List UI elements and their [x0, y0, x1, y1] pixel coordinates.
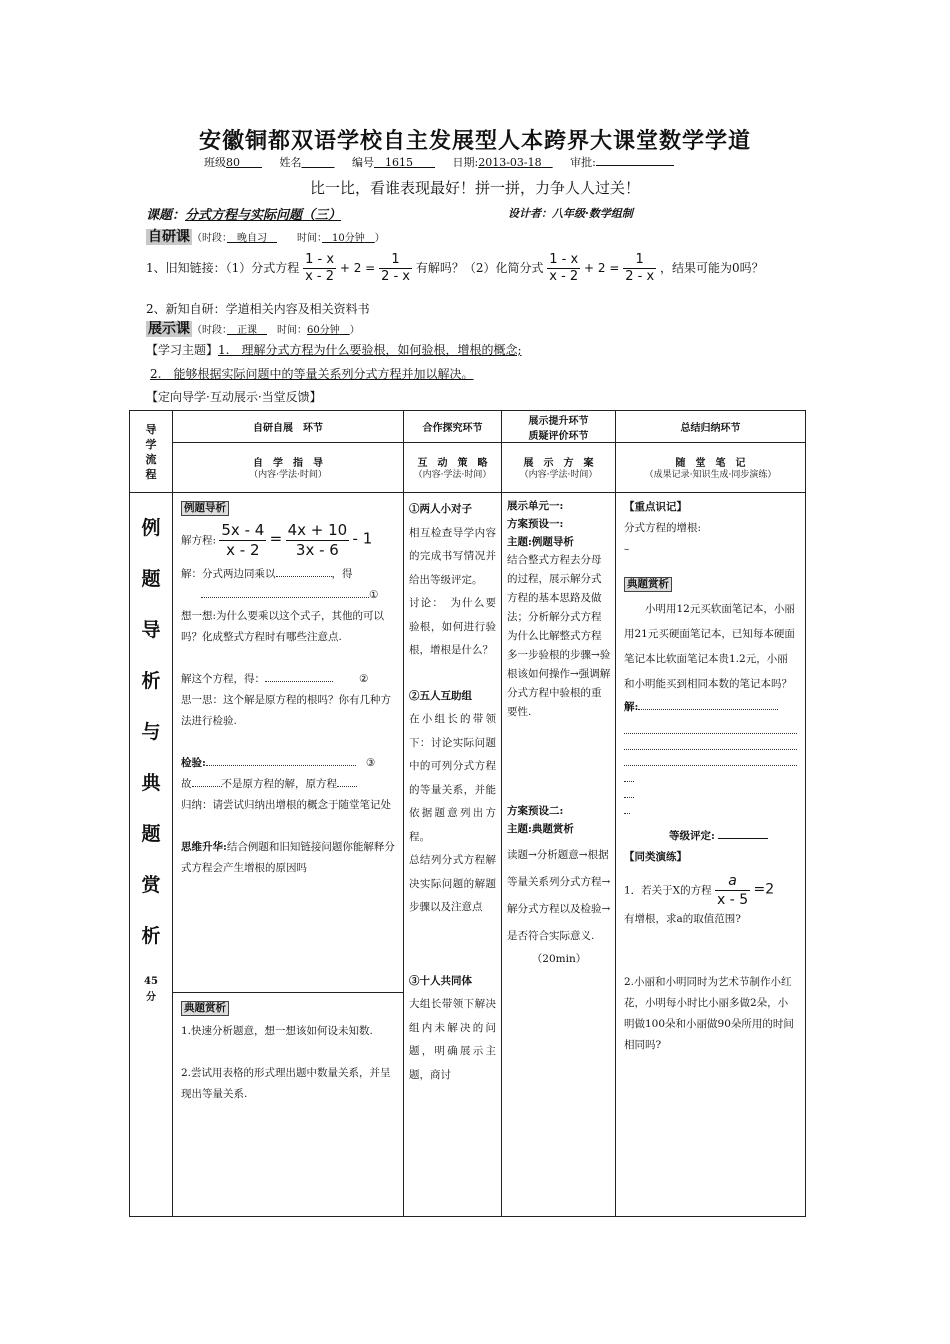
- flow-char: 析: [141, 670, 161, 692]
- class-label: 班级: [204, 156, 226, 169]
- col1-header: 导学流程: [130, 411, 173, 493]
- display-plan-column: [502, 493, 616, 1217]
- class-value: 80: [226, 156, 240, 169]
- plan-1-body: 结合整式方程去分母的过程，展示解分式方程的基本思路及做法；分析解分式方程为什么比解整式方程多一步验根的步骤→验根该如何操作→强调解分式方程中验根的重要性.: [507, 554, 611, 718]
- col4-subheader: 展 示 方 案 （内容·学法·时间）: [502, 443, 616, 493]
- plan-1-topic: 主题:例题导析: [507, 536, 574, 548]
- date-label: 日期:: [452, 156, 479, 169]
- key-points-dash: –: [624, 543, 630, 555]
- answer-line-4: [624, 768, 634, 782]
- interaction-column: [404, 493, 502, 1217]
- typical-problem: 小明用12元买软面笔记本，小丽用21元买硬面笔记本，已知每本硬面笔记本比软面笔记本贵1.2元，小丽和小明能买到相同本数的笔记本吗？: [624, 603, 795, 690]
- page-title: 安徽铜都双语学校自主发展型人本跨界大课堂数学学道: [198, 128, 751, 154]
- approve-label: 审批:: [570, 156, 596, 169]
- topic: 课题：分式方程与实际问题（三）: [146, 208, 342, 223]
- flow-char: 题: [141, 568, 161, 590]
- solve-label: 解:: [624, 697, 797, 718]
- self-study-heading: [146, 226, 385, 246]
- check: 检验: ③: [181, 757, 376, 769]
- self-study-title: 自研课: [148, 229, 190, 245]
- practice-2: 2.小丽和小明同时为艺术节制作小红花，小明每小时比小丽多做2朵，小明做100朵和小丽做90朵所用的时间相同吗?: [624, 976, 794, 1051]
- group-2-body-2: 总结列分式方程解决实际问题的解题步骤以及注意点: [409, 854, 496, 913]
- step-2: 解这个方程，得： ②: [181, 673, 369, 685]
- tip-2: 2.尝试用表格的形式理出题中数量关系，并呈现出等量关系.: [181, 1067, 391, 1100]
- self-study-note: （时段： 晚自习 时间： 10分钟 ）: [192, 233, 385, 244]
- col2-subheader: 自 学 指 导 （内容·学法·时间）: [173, 443, 404, 493]
- id-label: 编号: [352, 156, 374, 169]
- conclusion: 故 不是原方程的解，原方程: [181, 774, 395, 795]
- approve-blank: [596, 155, 674, 166]
- flow-char: 与: [141, 721, 161, 743]
- flow-char: 题: [141, 823, 161, 845]
- col5-subheader: 随 堂 笔 记 （成果记录·知识生成·同步演练）: [616, 443, 806, 493]
- typical-label-notes: 典题赏析: [624, 577, 672, 592]
- info-line: [204, 154, 674, 170]
- group-3-title: ③十人共同体: [409, 974, 472, 987]
- plan-2: 方案预设二:: [507, 805, 564, 817]
- designer: 设计者：八年级·数学组制: [508, 207, 633, 220]
- step-1: 解：分式两边同乘以 ，得: [181, 568, 353, 580]
- flow-char: 例: [141, 517, 161, 539]
- tip-1: 1.快速分析题意，想一想该如何设未知数.: [181, 1025, 373, 1037]
- plan-1: 方案预设一:: [507, 518, 564, 530]
- key-points-label: 【重点识记】: [624, 501, 687, 513]
- flow-column: [130, 493, 173, 1217]
- date-value: 2013-03-18: [478, 156, 542, 169]
- step-1-blank: ①: [181, 585, 395, 606]
- question-2: 2、新知自研：学道相关内容及相关资料书: [146, 302, 370, 316]
- group-1-discussion: 讨论： 为什么要验根，如何进行验根，增根是什么？: [409, 597, 496, 656]
- practice-1-suffix: 有增根，求a的取值范围?: [624, 913, 741, 925]
- think-2: 思一思：这个解是原方程的根吗？你有几种方法进行检验.: [181, 694, 391, 727]
- answer-line-5: [624, 784, 634, 798]
- col2-header: 自研自展 环节: [173, 411, 404, 443]
- slogan: 比一比，看谁表现最好！拼一拼，力争人人过关！: [309, 179, 640, 197]
- id-value: 1615: [385, 156, 413, 169]
- answer-line-2: [624, 736, 797, 750]
- question-1: 1、旧知链接：（1）分式方程 $\frac{1 - x}{x - 2}$ + 2 = $\frac{1}{2 - x}$ 有解吗？（2）化简分式 $\frac{1 - x}{x - 2}$ + 2 = $\frac{1}{2 - x}$ ，结果可能为0吗？: [146, 252, 764, 284]
- group-2-body: 在小组长的带领下：讨论实际问题中的可列分式方程的等量关系，并能依据题意列出方程。: [409, 713, 496, 843]
- guide-label: 【定向导学·互动展示·当堂反馈】: [146, 390, 322, 404]
- display-unit: 展示单元一:: [507, 500, 564, 512]
- learning-theme-2: 2. 能够根据实际问题中的等量关系列分式方程并加以解决。: [150, 367, 474, 381]
- flow-char: 导: [141, 619, 161, 641]
- plan-2-topic: 主题:典题赏析: [507, 823, 574, 835]
- col3-header: 合作探究环节: [404, 411, 502, 443]
- induce: 归纳：请尝试归纳出增根的概念于随堂笔记处: [181, 799, 391, 811]
- think-1: 想一想:为什么要乘以这个式子，其他的可以吗？化成整式方程时有哪些注意点.: [181, 610, 385, 643]
- typical-label: 典题赏析: [181, 1001, 229, 1016]
- show-class-heading: [146, 318, 360, 338]
- flow-char: 析: [141, 925, 161, 947]
- col5-header: 总结归纳环节: [616, 411, 806, 443]
- flow-char: 赏: [141, 874, 161, 896]
- topic-value: 分式方程与实际问题（三）: [185, 208, 342, 223]
- col4-header: 展示提升环节 质疑评价环节: [502, 411, 616, 443]
- group-2-title: ②五人互助组: [409, 689, 472, 702]
- answer-line-3: [624, 752, 797, 766]
- self-guide-column: [173, 493, 404, 1217]
- group-1-body: 相互检查导学内容的完成书写情况并给出等级评定。: [409, 526, 496, 586]
- example-equation: 解方程: $\frac{5x - 4}{x - 2}$ = $\frac{4x + 10}{3x - 6}$ - 1: [181, 521, 373, 559]
- key-points-text: 分式方程的增根:: [624, 522, 702, 534]
- group-1-title: ①两人小对子: [409, 503, 472, 515]
- thinking-rise: 思维升华:结合例题和旧知链接问题你能解释分式方程会产生增根的原因吗: [181, 841, 395, 874]
- show-class-title: 展示课: [148, 321, 190, 337]
- lesson-table: [129, 410, 806, 1217]
- answer-line-1: [624, 720, 797, 734]
- plan-2-body: 读题→分析题意→根据等量关系列分式方程→解分式方程以及检验→是否符合实际意义.: [507, 849, 611, 942]
- practice-1: 1．若关于X的方程 $\frac{a}{x - 5}$ =2: [624, 873, 775, 908]
- flow-time: 45分: [144, 976, 158, 1003]
- example-label: 例题导析: [181, 501, 229, 516]
- notes-column: [616, 493, 806, 1217]
- show-class-note: （时段： 正课 时间：60分钟 ）: [192, 325, 360, 336]
- name-label: 姓名: [279, 156, 302, 169]
- name-value: [302, 156, 335, 169]
- group-3-body: 大组长带领下解决组内未解决的问题，明确展示主题，商讨: [409, 998, 496, 1081]
- similar-label: 【同类演练】: [624, 851, 687, 863]
- plan-2-time: （20min）: [531, 953, 587, 965]
- learning-theme: 【学习主题】1. 理解分式方程为什么要验根，如何验根，增根的概念;: [146, 343, 522, 357]
- flow-char: 典: [141, 772, 161, 794]
- answer-line-6: [624, 800, 630, 814]
- grade: 等级评定:: [624, 826, 797, 847]
- col3-subheader: 互 动 策 略 （内容·学法·时间）: [404, 443, 502, 493]
